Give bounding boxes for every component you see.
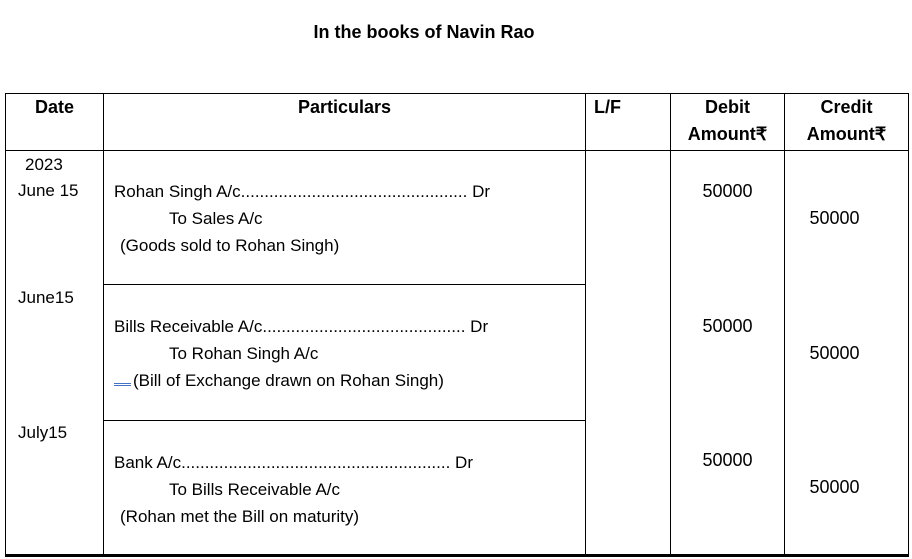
entry2-particulars — [104, 284, 585, 420]
header-debit-amount — [671, 94, 785, 151]
header-date: Date — [6, 94, 104, 151]
entry2-credit-line: To Rohan Singh A/c — [169, 344, 319, 363]
grammar-squiggle-underline-icon — [114, 369, 131, 386]
entry2-credit-amount: 50000 — [809, 343, 860, 363]
entry1-debit-amount: 50000 — [702, 181, 753, 201]
header-particulars: Particulars — [104, 94, 586, 151]
table-header-row — [6, 94, 908, 151]
entry1-year: 2023 — [25, 155, 63, 174]
entry1-debit-line: Rohan Singh A/c................................................ Dr — [114, 182, 491, 201]
credit-column — [785, 151, 908, 554]
entry2-date: June15 — [18, 288, 74, 307]
journal-table — [5, 93, 909, 557]
entry1-narration: (Goods sold to Rohan Singh) — [120, 236, 340, 255]
entry3-narration: (Rohan met the Bill on maturity) — [120, 507, 360, 526]
header-credit-amount — [785, 94, 908, 151]
header-lf: L/F — [586, 94, 671, 151]
entry3-debit-line: Bank A/c......................................................... Dr — [114, 453, 473, 472]
entry3-credit-amount: 50000 — [809, 477, 860, 497]
page-title: In the books of Navin Rao — [313, 22, 535, 42]
lf-column — [586, 151, 671, 554]
entry1-particulars — [104, 151, 585, 284]
entry1-credit-line: To Sales A/c — [169, 209, 263, 228]
entry3-credit-line: To Bills Receivable A/c — [169, 480, 341, 499]
table-body — [6, 151, 908, 554]
entry1-credit-amount: 50000 — [809, 208, 860, 228]
particulars-column — [104, 151, 586, 554]
entry3-debit-amount: 50000 — [702, 450, 753, 470]
entry2-debit-amount: 50000 — [702, 316, 753, 336]
entry3-particulars — [104, 420, 585, 554]
entry2-debit-line: Bills Receivable A/c........................................... Dr — [114, 317, 489, 336]
entry2-narration: (Bill of Exchange drawn on Rohan Singh) — [133, 371, 444, 390]
header-credit-line1: Credit — [820, 97, 873, 117]
header-debit-line2: Amount₹ — [687, 124, 768, 144]
entry2-narration-line — [114, 367, 585, 394]
entry1-date: June 15 — [18, 181, 79, 200]
date-column — [6, 151, 104, 554]
debit-column — [671, 151, 785, 554]
header-debit-line1: Debit — [705, 97, 750, 117]
header-credit-line2: Amount₹ — [806, 124, 887, 144]
entry3-date: July15 — [18, 423, 68, 442]
